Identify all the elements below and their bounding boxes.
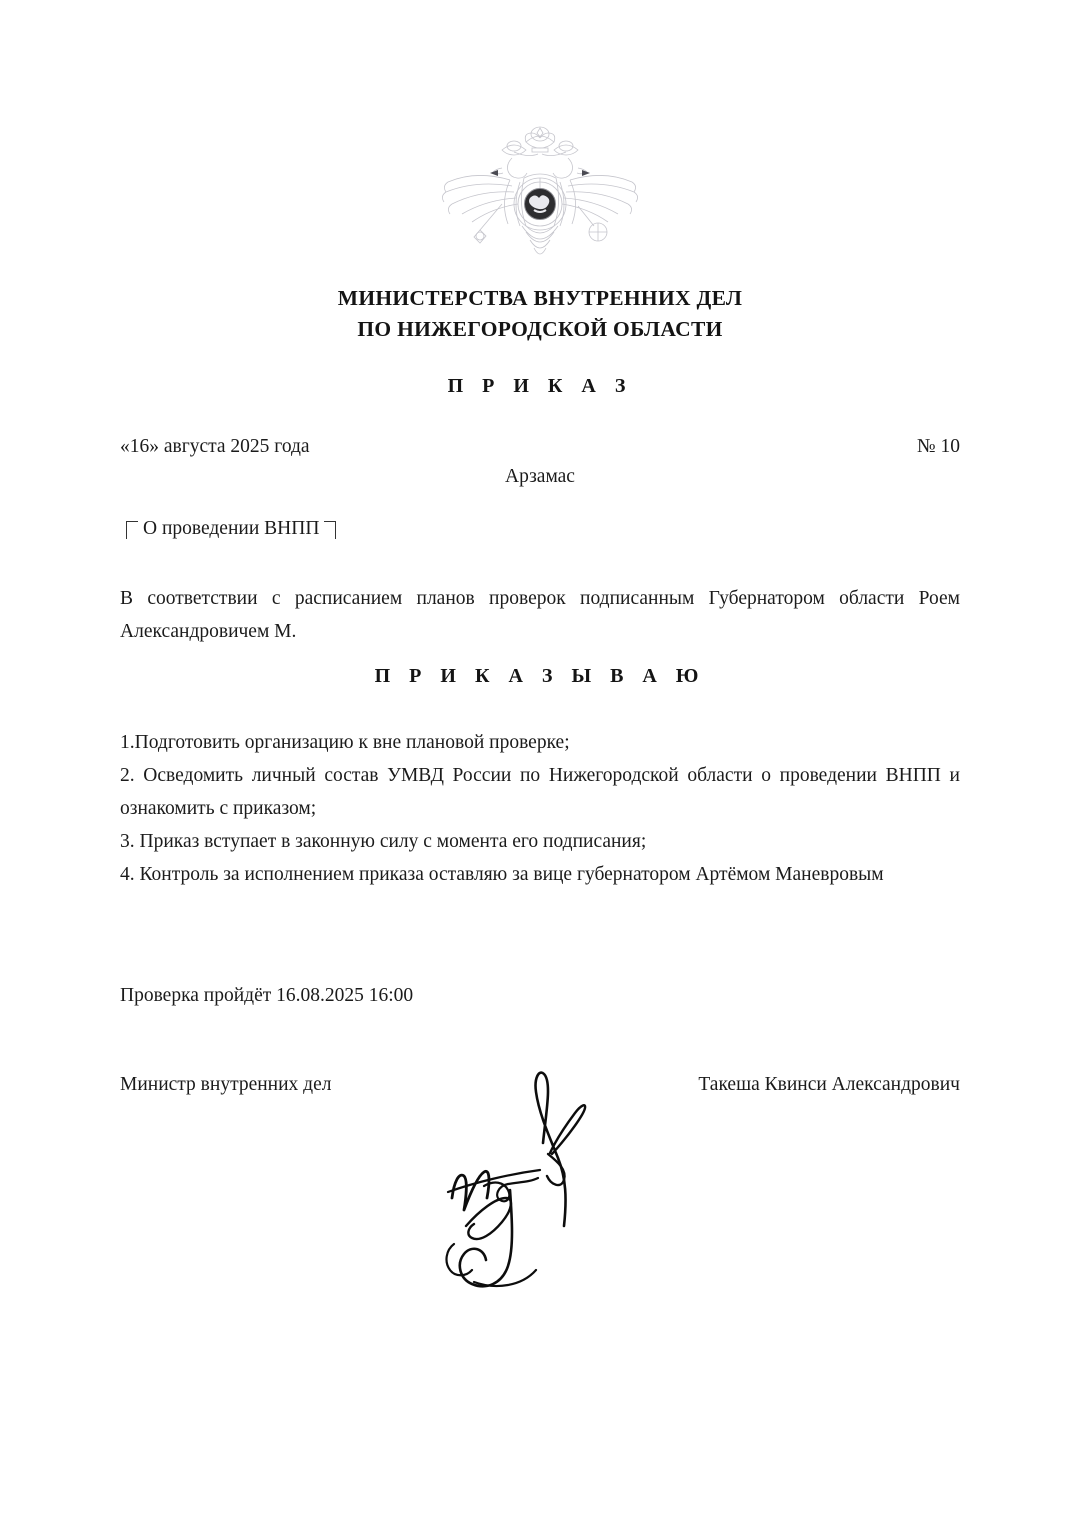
document-kind-heading: П Р И К А З [447, 375, 633, 397]
inspection-notice: Проверка пройдёт 16.08.2025 16:00 [120, 985, 414, 1006]
subject-bracket-right-icon [324, 521, 336, 539]
clause-item: 2. Осведомить личный состав УМВД России по Нижегородской области о проведении ВНПП и ознакомить с приказом; [120, 765, 960, 819]
order-directive-heading: П Р И К А З Ы В А Ю [374, 665, 706, 687]
clauses-list [120, 726, 960, 891]
document-city: Арзамас [505, 466, 575, 487]
emblem-medallion-icon [525, 189, 556, 220]
organization-title [0, 283, 1080, 345]
subject-text: О проведении ВНПП [143, 518, 320, 539]
document-number: № 10 [917, 436, 960, 457]
signatory-position: Министр внутренних дел [120, 1074, 332, 1095]
organization-title-line-1: МИНИСТЕРСТВА ВНУТРЕННИХ ДЕЛ [337, 286, 743, 310]
document-meta-row [120, 436, 960, 458]
clause-item: 3. Приказ вступает в законную силу с момента его подписания; [120, 831, 647, 852]
clause-item: 4. Контроль за исполнением приказа оставляю за вице губернатором Артёмом Маневровым [120, 864, 884, 885]
signature-row [120, 1074, 960, 1096]
intro-paragraph: В соответствии с расписанием планов проверок подписанным Губернатором области Роем Александровичем М. [120, 588, 960, 642]
document-subject [126, 518, 336, 540]
russia-mvd-double-headed-eagle-emblem [406, 118, 674, 270]
subject-bracket-left-icon [126, 521, 138, 539]
signatory-name: Такеша Квинси Александрович [698, 1074, 960, 1095]
document-date: «16» августа 2025 года [120, 436, 310, 457]
clause-item: 1.Подготовить организацию к вне плановой проверке; [120, 732, 570, 753]
organization-title-line-2: ПО НИЖЕГОРОДСКОЙ ОБЛАСТИ [357, 317, 723, 341]
emblem-container [0, 118, 1080, 270]
